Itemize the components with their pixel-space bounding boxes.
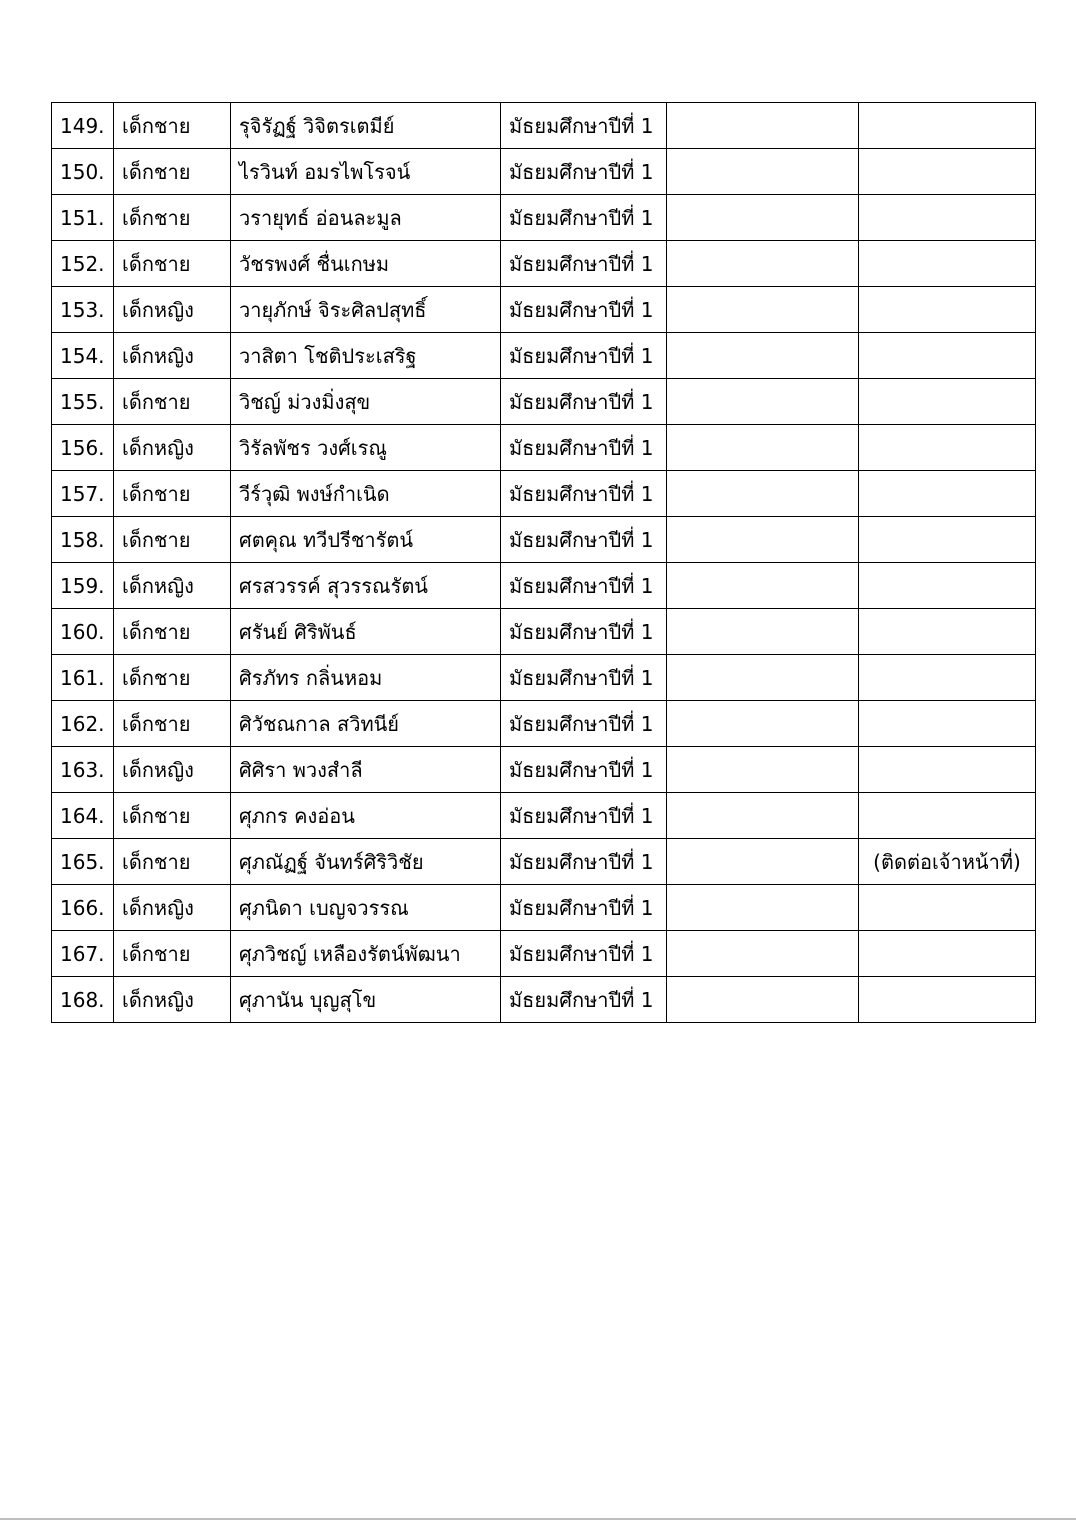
blank-cell: [667, 701, 859, 747]
table-row: [52, 655, 1036, 701]
blank-cell: [667, 609, 859, 655]
student-title: เด็กชาย: [114, 241, 231, 287]
row-number: 161.: [52, 655, 114, 701]
row-number: 168.: [52, 977, 114, 1023]
blank-cell: [667, 655, 859, 701]
student-name: รุจิรัฏฐ์ วิจิตรเตมีย์: [231, 103, 501, 149]
remark-cell: [859, 931, 1036, 977]
blank-cell: [667, 149, 859, 195]
grade-level: มัธยมศึกษาปีที่ 1: [501, 931, 667, 977]
grade-level: มัธยมศึกษาปีที่ 1: [501, 655, 667, 701]
student-title: เด็กหญิง: [114, 747, 231, 793]
student-name: ไรวินท์ อมรไพโรจน์: [231, 149, 501, 195]
student-name: วรายุทธ์ อ่อนละมูล: [231, 195, 501, 241]
student-title: เด็กหญิง: [114, 563, 231, 609]
remark-cell: (ติดต่อเจ้าหน้าที่): [859, 839, 1036, 885]
student-title: เด็กชาย: [114, 149, 231, 195]
remark-cell: [859, 149, 1036, 195]
grade-level: มัธยมศึกษาปีที่ 1: [501, 747, 667, 793]
row-number: 149.: [52, 103, 114, 149]
row-number: 154.: [52, 333, 114, 379]
grade-level: มัธยมศึกษาปีที่ 1: [501, 977, 667, 1023]
student-name: วาสิตา โชติประเสริฐ: [231, 333, 501, 379]
blank-cell: [667, 747, 859, 793]
remark-cell: [859, 103, 1036, 149]
blank-cell: [667, 931, 859, 977]
table-row: [52, 517, 1036, 563]
row-number: 152.: [52, 241, 114, 287]
student-name: ศุภณัฏฐ์ จันทร์ศิริวิชัย: [231, 839, 501, 885]
remark-cell: [859, 563, 1036, 609]
remark-cell: [859, 379, 1036, 425]
student-title: เด็กหญิง: [114, 425, 231, 471]
remark-cell: [859, 701, 1036, 747]
student-title: เด็กชาย: [114, 103, 231, 149]
student-name: วิรัลพัชร วงศ์เรณู: [231, 425, 501, 471]
student-name: วิชญ์ ม่วงมิ่งสุข: [231, 379, 501, 425]
table-row: [52, 149, 1036, 195]
table-row: [52, 885, 1036, 931]
student-name: ศุภกร คงอ่อน: [231, 793, 501, 839]
student-name: วายุภักษ์ จิระศิลปสุทธิ์: [231, 287, 501, 333]
row-number: 156.: [52, 425, 114, 471]
student-name: ศุภานัน บุญสุโข: [231, 977, 501, 1023]
remark-cell: [859, 471, 1036, 517]
table-row: [52, 241, 1036, 287]
row-number: 153.: [52, 287, 114, 333]
student-title: เด็กชาย: [114, 931, 231, 977]
table-row: [52, 195, 1036, 241]
grade-level: มัธยมศึกษาปีที่ 1: [501, 885, 667, 931]
table-row: [52, 931, 1036, 977]
blank-cell: [667, 885, 859, 931]
student-title: เด็กหญิง: [114, 333, 231, 379]
student-name: ศิรภัทร กลิ่นหอม: [231, 655, 501, 701]
remark-cell: [859, 655, 1036, 701]
row-number: 158.: [52, 517, 114, 563]
student-name: ศิวัชณกาล สวิทนีย์: [231, 701, 501, 747]
student-title: เด็กชาย: [114, 471, 231, 517]
student-name: ศุภวิชญ์ เหลืองรัตน์พัฒนา: [231, 931, 501, 977]
table-row: [52, 793, 1036, 839]
remark-cell: [859, 793, 1036, 839]
row-number: 157.: [52, 471, 114, 517]
grade-level: มัธยมศึกษาปีที่ 1: [501, 287, 667, 333]
student-name: วัชรพงศ์ ชื่นเกษม: [231, 241, 501, 287]
table-row: [52, 103, 1036, 149]
student-title: เด็กชาย: [114, 609, 231, 655]
row-number: 159.: [52, 563, 114, 609]
page-bottom-rule: [0, 1518, 1076, 1520]
row-number: 167.: [52, 931, 114, 977]
blank-cell: [667, 103, 859, 149]
row-number: 160.: [52, 609, 114, 655]
blank-cell: [667, 241, 859, 287]
table-row: [52, 563, 1036, 609]
student-name: ศรันย์ ศิริพันธ์: [231, 609, 501, 655]
grade-level: มัธยมศึกษาปีที่ 1: [501, 195, 667, 241]
grade-level: มัธยมศึกษาปีที่ 1: [501, 333, 667, 379]
remark-cell: [859, 195, 1036, 241]
row-number: 150.: [52, 149, 114, 195]
student-name: ศตคุณ ทวีปรีชารัตน์: [231, 517, 501, 563]
blank-cell: [667, 195, 859, 241]
blank-cell: [667, 287, 859, 333]
student-title: เด็กชาย: [114, 793, 231, 839]
blank-cell: [667, 425, 859, 471]
grade-level: มัธยมศึกษาปีที่ 1: [501, 425, 667, 471]
blank-cell: [667, 793, 859, 839]
student-roster-table: [51, 102, 1036, 1023]
student-name: วีร์วุฒิ พงษ์กำเนิด: [231, 471, 501, 517]
remark-cell: [859, 517, 1036, 563]
blank-cell: [667, 977, 859, 1023]
table-row: [52, 425, 1036, 471]
grade-level: มัธยมศึกษาปีที่ 1: [501, 241, 667, 287]
table-row: [52, 287, 1036, 333]
student-title: เด็กหญิง: [114, 287, 231, 333]
student-title: เด็กชาย: [114, 517, 231, 563]
table-row: [52, 977, 1036, 1023]
remark-cell: [859, 287, 1036, 333]
student-title: เด็กชาย: [114, 379, 231, 425]
row-number: 155.: [52, 379, 114, 425]
grade-level: มัธยมศึกษาปีที่ 1: [501, 563, 667, 609]
remark-cell: [859, 425, 1036, 471]
blank-cell: [667, 563, 859, 609]
grade-level: มัธยมศึกษาปีที่ 1: [501, 839, 667, 885]
blank-cell: [667, 471, 859, 517]
student-title: เด็กชาย: [114, 701, 231, 747]
table-row: [52, 701, 1036, 747]
student-title: เด็กหญิง: [114, 977, 231, 1023]
row-number: 165.: [52, 839, 114, 885]
roster-body: [52, 103, 1036, 1023]
grade-level: มัธยมศึกษาปีที่ 1: [501, 471, 667, 517]
grade-level: มัธยมศึกษาปีที่ 1: [501, 517, 667, 563]
blank-cell: [667, 517, 859, 563]
remark-cell: [859, 333, 1036, 379]
grade-level: มัธยมศึกษาปีที่ 1: [501, 793, 667, 839]
remark-cell: [859, 609, 1036, 655]
remark-cell: [859, 747, 1036, 793]
table-row: [52, 609, 1036, 655]
row-number: 166.: [52, 885, 114, 931]
row-number: 164.: [52, 793, 114, 839]
student-name: ศิศิรา พวงสำลี: [231, 747, 501, 793]
student-title: เด็กชาย: [114, 839, 231, 885]
table-row: [52, 379, 1036, 425]
row-number: 163.: [52, 747, 114, 793]
blank-cell: [667, 333, 859, 379]
student-name: ศรสวรรค์ สุวรรณรัตน์: [231, 563, 501, 609]
remark-cell: [859, 241, 1036, 287]
student-title: เด็กชาย: [114, 655, 231, 701]
table-row: [52, 333, 1036, 379]
row-number: 151.: [52, 195, 114, 241]
grade-level: มัธยมศึกษาปีที่ 1: [501, 701, 667, 747]
student-name: ศุภนิดา เบญจวรรณ: [231, 885, 501, 931]
remark-cell: [859, 885, 1036, 931]
table-row: [52, 471, 1036, 517]
student-title: เด็กหญิง: [114, 885, 231, 931]
row-number: 162.: [52, 701, 114, 747]
table-row: [52, 839, 1036, 885]
grade-level: มัธยมศึกษาปีที่ 1: [501, 609, 667, 655]
grade-level: มัธยมศึกษาปีที่ 1: [501, 103, 667, 149]
remark-cell: [859, 977, 1036, 1023]
blank-cell: [667, 379, 859, 425]
grade-level: มัธยมศึกษาปีที่ 1: [501, 379, 667, 425]
table-row: [52, 747, 1036, 793]
grade-level: มัธยมศึกษาปีที่ 1: [501, 149, 667, 195]
blank-cell: [667, 839, 859, 885]
student-title: เด็กชาย: [114, 195, 231, 241]
